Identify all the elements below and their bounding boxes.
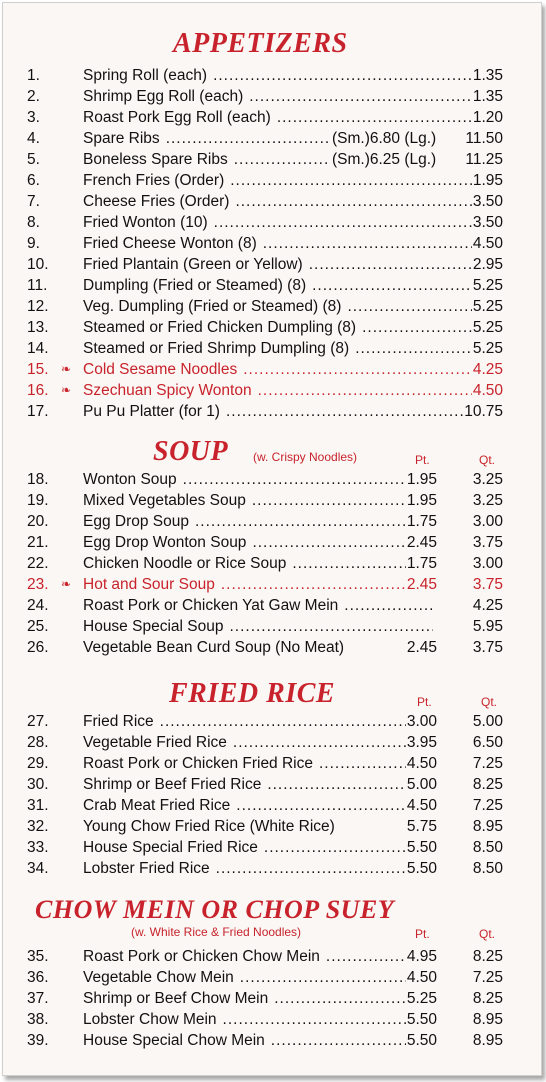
item-name	[83, 380, 252, 401]
item-name-text: Fried Wonton (10)	[83, 214, 208, 231]
menu-item	[3, 296, 541, 317]
item-name-text: Spare Ribs	[83, 130, 160, 147]
chow-mein-title: CHOW MEIN OR CHOP SUEY	[35, 895, 395, 924]
dot-leader	[326, 946, 406, 967]
item-name	[83, 401, 220, 422]
item-price-pint: 5.50	[406, 860, 437, 877]
item-name-text: Mixed Vegetables Soup	[83, 492, 246, 509]
item-price-quart: 3.00	[472, 513, 503, 530]
dot-leader	[160, 711, 406, 732]
item-name	[83, 553, 286, 574]
item-name	[83, 816, 335, 837]
dot-leader	[252, 532, 405, 553]
menu-item	[3, 946, 541, 967]
dot-leader	[362, 317, 472, 338]
dot-leader	[267, 774, 406, 795]
item-name-text: Spring Roll (each)	[83, 67, 208, 84]
item-name	[83, 275, 306, 296]
dot-leader	[166, 128, 330, 149]
dot-leader	[312, 275, 472, 296]
item-price-quart: 8.95	[472, 818, 503, 835]
menu-item	[3, 317, 541, 338]
item-name	[83, 254, 303, 275]
item-name	[83, 107, 271, 128]
item-name-text: Cheese Fries (Order)	[83, 193, 230, 210]
item-number: 5.	[27, 151, 40, 168]
dot-leader	[264, 837, 406, 858]
item-price-pint: 1.95	[406, 471, 437, 488]
item-number: 21.	[27, 534, 49, 551]
menu-item	[3, 191, 541, 212]
item-name-text: Vegetable Chow Mein	[83, 969, 234, 986]
item-number: 20.	[27, 513, 49, 530]
item-price-quart: 3.25	[472, 492, 503, 509]
menu-page	[2, 2, 542, 1076]
item-name-text: Veg. Dumpling (Fried or Steamed) (8)	[83, 298, 342, 315]
item-price-pint: 1.95	[406, 492, 437, 509]
menu-item	[3, 149, 541, 170]
item-price-pint: 1.75	[406, 513, 437, 530]
item-price-pint: 2.45	[406, 576, 437, 593]
item-name	[83, 191, 229, 212]
item-number: 13.	[27, 319, 49, 336]
appetizers-title: APPETIZERS	[173, 28, 348, 59]
item-number: 35.	[27, 948, 49, 965]
item-name-text: Egg Drop Wonton Soup	[83, 534, 247, 551]
item-price-pint: 4.95	[406, 948, 437, 965]
item-price-quart: 7.25	[472, 969, 503, 986]
dot-leader	[213, 65, 472, 86]
item-name-text: Roast Pork or Chicken Fried Rice	[83, 755, 313, 772]
item-name-text: Dumpling (Fried or Steamed) (8)	[83, 277, 307, 294]
item-number: 19.	[27, 492, 49, 509]
item-number: 15.	[27, 361, 49, 378]
item-number: 24.	[27, 597, 49, 614]
menu-item	[3, 753, 541, 774]
dot-leader	[240, 967, 406, 988]
item-price-quart: 4.25	[472, 597, 503, 614]
item-number: 7.	[27, 193, 40, 210]
item-name-text: Shrimp or Beef Fried Rice	[83, 776, 262, 793]
item-number: 29.	[27, 755, 49, 772]
menu-item	[3, 816, 541, 837]
item-price-pint: 2.45	[406, 534, 437, 551]
soup-qt-header: Qt.	[479, 453, 496, 467]
item-name-text: Roast Pork or Chicken Chow Mein	[83, 948, 320, 965]
item-name-text: Crab Meat Fried Rice	[83, 797, 231, 814]
dot-leader	[243, 359, 472, 380]
item-price: 5.25	[472, 340, 503, 357]
dot-leader	[249, 86, 472, 107]
item-price: 4.25	[472, 361, 503, 378]
item-number: 8.	[27, 214, 40, 231]
item-number: 34.	[27, 860, 49, 877]
item-number: 4.	[27, 130, 40, 147]
item-name	[83, 858, 210, 879]
item-number: 6.	[27, 172, 40, 189]
dot-leader	[258, 380, 472, 401]
spicy-icon: ❧	[61, 383, 72, 397]
item-price: 5.25	[472, 319, 503, 336]
item-price-pint: 5.25	[406, 990, 437, 1007]
item-name	[83, 595, 338, 616]
menu-item	[3, 275, 541, 296]
item-number: 9.	[27, 235, 40, 252]
item-number: 2.	[27, 88, 40, 105]
item-price-quart: 8.50	[472, 839, 503, 856]
item-price-quart: 8.95	[472, 1011, 503, 1028]
item-name-text: Vegetable Fried Rice	[83, 734, 227, 751]
menu-item	[3, 732, 541, 753]
soup-pt-header: Pt.	[415, 453, 430, 467]
item-size-price: (Sm.)6.80 (Lg.)	[332, 130, 437, 147]
item-name-text: Steamed or Fried Chicken Dumpling (8)	[83, 319, 357, 336]
item-price-pint: 5.50	[406, 839, 437, 856]
item-name-text: Boneless Spare Ribs	[83, 151, 228, 168]
dot-leader	[229, 616, 433, 637]
menu-item	[3, 711, 541, 732]
item-price: 1.95	[472, 172, 503, 189]
menu-item	[3, 86, 541, 107]
item-name-text: Roast Pork Egg Roll (each)	[83, 109, 271, 126]
item-name-text: Roast Pork or Chicken Yat Gaw Mein	[83, 597, 339, 614]
fried-rice-qt-header: Qt.	[481, 695, 498, 709]
dot-leader	[235, 191, 471, 212]
chow-mein-qt-header: Qt.	[479, 927, 496, 941]
item-number: 16.	[27, 382, 49, 399]
item-number: 31.	[27, 797, 49, 814]
chow-mein-note: (w. White Rice & Fried Noodles)	[131, 925, 302, 939]
dot-leader	[263, 233, 472, 254]
item-price: 5.25	[472, 277, 503, 294]
dot-leader	[292, 553, 405, 574]
menu-item	[3, 128, 541, 149]
item-name-text: Fried Plantain (Green or Yellow)	[83, 256, 303, 273]
item-name-text: Shrimp Egg Roll (each)	[83, 88, 244, 105]
item-name-text: Fried Rice	[83, 713, 154, 730]
menu-item	[3, 574, 541, 595]
item-name	[83, 532, 246, 553]
item-price-pint: 3.95	[406, 734, 437, 751]
item-name	[83, 65, 207, 86]
item-name	[83, 296, 341, 317]
item-name-text: Lobster Chow Mein	[83, 1011, 217, 1028]
item-number: 18.	[27, 471, 49, 488]
chow-mein-pt-header: Pt.	[415, 927, 430, 941]
item-name-text: Lobster Fried Rice	[83, 860, 210, 877]
soup-title: SOUP	[153, 436, 229, 467]
item-name-text: Shrimp or Beef Chow Mein	[83, 990, 269, 1007]
item-name	[83, 359, 237, 380]
item-name-text: Hot and Sour Soup	[83, 576, 215, 593]
dot-leader	[271, 1030, 406, 1051]
dot-leader	[277, 107, 472, 128]
item-number: 23.	[27, 576, 49, 593]
menu-item	[3, 254, 541, 275]
menu-item	[3, 338, 541, 359]
item-name-text: Szechuan Spicy Wonton	[83, 382, 252, 399]
item-price-quart: 8.25	[472, 990, 503, 1007]
fried-rice-pt-header: Pt.	[417, 695, 432, 709]
dot-leader	[183, 469, 406, 490]
item-name	[83, 511, 189, 532]
dot-leader	[230, 170, 472, 191]
item-name-text: Chicken Noodle or Rice Soup	[83, 555, 287, 572]
item-price: 11.50	[465, 130, 503, 147]
menu-item	[3, 553, 541, 574]
menu-item	[3, 1030, 541, 1051]
menu-item	[3, 532, 541, 553]
dot-leader	[223, 1009, 406, 1030]
menu-item	[3, 511, 541, 532]
item-price-pint: 4.50	[406, 755, 437, 772]
item-number: 12.	[27, 298, 49, 315]
menu-item	[3, 170, 541, 191]
item-name-text: House Special Chow Mein	[83, 1032, 265, 1049]
fried-rice-title: FRIED RICE	[169, 678, 336, 709]
item-name	[83, 946, 320, 967]
dot-leader	[233, 732, 406, 753]
item-name-text: Egg Drop Soup	[83, 513, 189, 530]
item-name-text: House Special Fried Rice	[83, 839, 258, 856]
menu-item	[3, 380, 541, 401]
menu-item	[3, 490, 541, 511]
item-name	[83, 795, 230, 816]
menu-item	[3, 616, 541, 637]
item-price: 11.25	[465, 151, 503, 168]
item-number: 14.	[27, 340, 49, 357]
dot-leader	[221, 574, 406, 595]
menu-item	[3, 967, 541, 988]
item-name	[83, 967, 234, 988]
menu-item	[3, 774, 541, 795]
menu-item	[3, 469, 541, 490]
item-price-quart: 3.25	[472, 471, 503, 488]
item-price: 2.95	[472, 256, 503, 273]
item-name	[83, 233, 257, 254]
item-price-quart: 8.25	[472, 948, 503, 965]
item-name	[83, 732, 227, 753]
item-name	[83, 1009, 217, 1030]
menu-item	[3, 233, 541, 254]
item-name	[83, 574, 215, 595]
item-name-text: House Special Soup	[83, 618, 224, 635]
item-price-quart: 8.50	[472, 860, 503, 877]
item-number: 11.	[27, 277, 48, 294]
dot-leader	[195, 511, 406, 532]
item-price-quart: 3.75	[472, 576, 503, 593]
item-name-text: Young Chow Fried Rice (White Rice)	[83, 818, 335, 835]
menu-item	[3, 595, 541, 616]
dot-leader	[226, 401, 463, 422]
item-name-text: Steamed or Fried Shrimp Dumpling (8)	[83, 340, 350, 357]
item-price: 5.25	[472, 298, 503, 315]
item-name-text: Cold Sesame Noodles	[83, 361, 238, 378]
item-number: 17.	[27, 403, 49, 420]
item-price-pint: 5.50	[406, 1011, 437, 1028]
item-number: 30.	[27, 776, 49, 793]
item-price-pint: 4.50	[406, 969, 437, 986]
item-price: 1.35	[472, 88, 503, 105]
item-price-pint: 5.00	[406, 776, 437, 793]
item-number: 25.	[27, 618, 49, 635]
item-number: 36.	[27, 969, 49, 986]
dot-leader	[355, 338, 472, 359]
item-price-quart: 7.25	[472, 755, 503, 772]
item-name	[83, 170, 224, 191]
item-name	[83, 637, 344, 658]
item-price-quart: 5.00	[472, 713, 503, 730]
dot-leader	[214, 212, 472, 233]
item-price: 1.20	[472, 109, 503, 126]
menu-item	[3, 858, 541, 879]
item-number: 26.	[27, 639, 49, 656]
item-number: 10.	[27, 256, 49, 273]
item-size-price: (Sm.)6.25 (Lg.)	[332, 151, 437, 168]
item-price-quart: 3.00	[472, 555, 503, 572]
item-name-text: French Fries (Order)	[83, 172, 225, 189]
item-name	[83, 753, 313, 774]
item-number: 28.	[27, 734, 49, 751]
menu-item	[3, 795, 541, 816]
item-number: 22.	[27, 555, 49, 572]
item-number: 27.	[27, 713, 49, 730]
item-name	[83, 149, 228, 170]
spicy-icon: ❧	[61, 577, 72, 591]
dot-leader	[216, 858, 406, 879]
item-number: 32.	[27, 818, 49, 835]
item-name	[83, 616, 223, 637]
dot-leader	[344, 595, 433, 616]
menu-item	[3, 212, 541, 233]
item-price-pint: 5.50	[406, 1032, 437, 1049]
menu-item	[3, 359, 541, 380]
item-number: 1.	[27, 67, 40, 84]
item-name	[83, 988, 268, 1009]
dot-leader	[252, 490, 406, 511]
item-name-text: Vegetable Bean Curd Soup (No Meat)	[83, 639, 345, 656]
spicy-icon: ❧	[61, 362, 72, 376]
dot-leader	[274, 988, 406, 1009]
item-name	[83, 469, 177, 490]
item-number: 33.	[27, 839, 49, 856]
item-name	[83, 317, 356, 338]
menu-item	[3, 65, 541, 86]
item-name-text: Pu Pu Platter (for 1)	[83, 403, 220, 420]
dot-leader	[234, 149, 330, 170]
dot-leader	[309, 254, 472, 275]
dot-leader	[319, 753, 406, 774]
item-name	[83, 212, 208, 233]
item-price: 4.50	[472, 382, 503, 399]
item-price: 3.50	[472, 214, 503, 231]
item-price: 4.50	[472, 235, 503, 252]
menu-item	[3, 401, 541, 422]
item-name	[83, 86, 243, 107]
dot-leader	[347, 296, 471, 317]
item-price-pint: 3.00	[406, 713, 437, 730]
item-price: 3.50	[472, 193, 503, 210]
item-price-quart: 8.25	[472, 776, 503, 793]
item-price-pint: 2.45	[406, 639, 437, 656]
dot-leader	[236, 795, 406, 816]
item-name-text: Wonton Soup	[83, 471, 177, 488]
item-name	[83, 338, 349, 359]
item-price: 1.35	[472, 67, 503, 84]
item-name	[83, 1030, 265, 1051]
item-number: 3.	[27, 109, 40, 126]
item-name-text: Fried Cheese Wonton (8)	[83, 235, 257, 252]
item-number: 38.	[27, 1011, 49, 1028]
soup-note: (w. Crispy Noodles)	[253, 450, 358, 464]
item-name	[83, 490, 246, 511]
menu-item	[3, 988, 541, 1009]
item-price-quart: 8.95	[472, 1032, 503, 1049]
menu-item	[3, 637, 541, 658]
item-name	[83, 774, 261, 795]
item-price-quart: 3.75	[472, 534, 503, 551]
item-price-pint: 5.75	[406, 818, 437, 835]
item-number: 39.	[27, 1032, 49, 1049]
item-price-quart: 6.50	[472, 734, 503, 751]
item-price-pint: 1.75	[406, 555, 437, 572]
item-name	[83, 837, 258, 858]
menu-item	[3, 1009, 541, 1030]
item-price: 10.75	[464, 403, 503, 420]
item-price-quart: 7.25	[472, 797, 503, 814]
item-number: 37.	[27, 990, 49, 1007]
item-price-pint: 4.50	[406, 797, 437, 814]
item-name	[83, 711, 154, 732]
item-price-quart: 5.95	[472, 618, 503, 635]
menu-item	[3, 837, 541, 858]
item-name	[83, 128, 160, 149]
item-price-quart: 3.75	[472, 639, 503, 656]
menu-item	[3, 107, 541, 128]
